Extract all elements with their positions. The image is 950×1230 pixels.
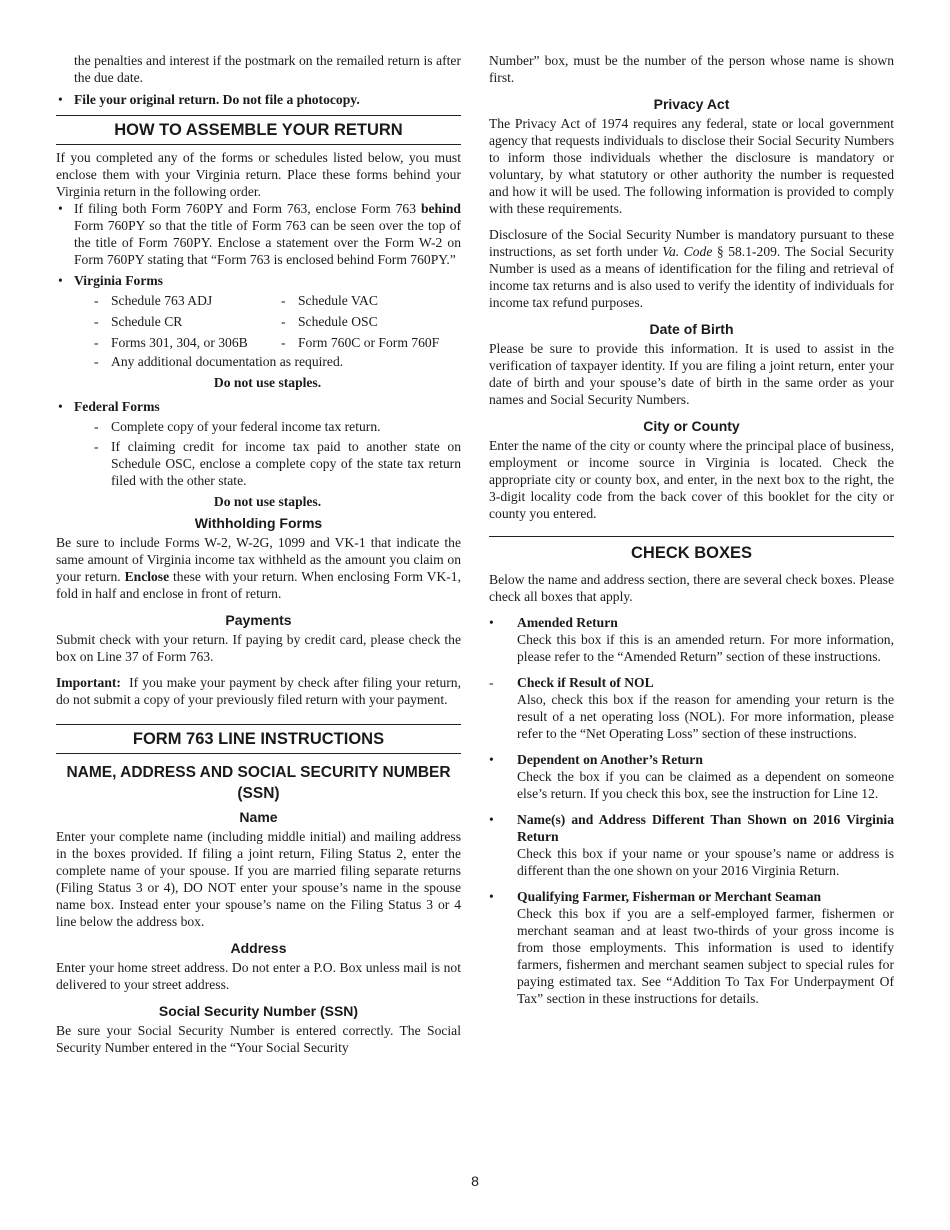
intro-bullet-text: File your original return. Do not file a photocopy. xyxy=(74,92,360,107)
page-number: 8 xyxy=(471,1173,479,1189)
privacy-text-2a: Disclosure of the Social Security Number is mandatory pursuant to these instructions, as set forth under xyxy=(489,227,894,259)
bullet-marker: • xyxy=(489,812,494,827)
virginia-form-item: - Forms 301, 304, or 306B xyxy=(92,334,279,351)
assemble-paragraph: If you completed any of the forms or schedules listed below, you must enclose them with your Virginia return. Place these forms behind your Virginia return in the following order. xyxy=(56,150,461,199)
check-box-item-nol xyxy=(489,674,894,742)
check-boxes-intro: Below the name and address section, there are several check boxes. Please check all boxes that apply. xyxy=(489,572,895,604)
list-item: - Any additional documentation as required. xyxy=(92,353,461,370)
check-box-item-dependent xyxy=(489,751,894,802)
withholding-text-b: these with your return. When enclosing Form VK-1, fold in half and enclose in front of return. xyxy=(56,569,461,601)
item-body: Check this box if your name or your spouse’s name or address is different than the one shown on your 2016 Virginia Return. xyxy=(517,846,894,878)
ssn-heading: Social Security Number (SSN) xyxy=(158,1003,359,1019)
dash-marker: - xyxy=(489,675,494,690)
withholding-heading: Withholding Forms xyxy=(194,515,323,531)
privacy-text-2 xyxy=(489,226,894,311)
left-column xyxy=(56,52,461,1056)
virginia-form-item: - Schedule OSC xyxy=(279,313,479,330)
dob-heading: Date of Birth xyxy=(649,321,734,337)
item-body: Check the box if you can be claimed as a dependent on someone else’s return. If you check this box, see the instruction for Line 12. xyxy=(517,769,894,801)
privacy-text-2b: § 58.1-209. The Social Security Number is used as a means of identification for the filing and retrieval of income tax returns and is also used to verify the identity of individuals for income tax refund purposes. xyxy=(489,244,895,310)
privacy-text-1: The Privacy Act of 1974 requires any federal, state or local government agency that requests individuals to disclose their Social Security Numbers to inform those individuals whether the disclosure is mandatory or voluntary, by what statutory or other authority the number is requested and how it will be used. The following information is provided to comply with these requirements. xyxy=(489,116,894,216)
intro-text: the penalties and interest if the postmark on the remailed return is after the due date. xyxy=(74,53,461,85)
federal-forms-label: Federal Forms xyxy=(74,399,160,414)
list-item xyxy=(56,272,461,391)
payments-text: Submit check with your return. If paying by credit card, please check the box on Line 37 of Form 763. xyxy=(56,632,461,664)
ssn-continued-text: Number” box, must be the number of the person whose name is shown first. xyxy=(489,53,894,85)
bullet-marker: • xyxy=(489,752,494,767)
bullet1-bold: behind xyxy=(420,201,461,216)
virginia-forms-label: Virginia Forms xyxy=(74,273,163,288)
no-staples-note: Do not use staples. xyxy=(213,494,322,509)
city-text: Enter the name of the city or county where the principal place of business, employment or income source in Virginia is located. Check the appropriate city or county box, and enter, in the next box to the right, the 3-digit locality code from the back cover of this booklet for the city or county you entered. xyxy=(489,438,894,521)
name-heading: Name xyxy=(239,809,278,825)
item-title: Amended Return xyxy=(517,615,618,630)
line-instructions-heading: FORM 763 LINE INSTRUCTIONS xyxy=(56,724,461,754)
va-code-citation: Va. Code xyxy=(662,244,713,259)
section-divider xyxy=(489,536,894,537)
important-text xyxy=(56,674,461,708)
bullet-marker: • xyxy=(489,615,494,630)
list-item xyxy=(56,91,461,108)
right-column xyxy=(489,52,894,1016)
privacy-heading: Privacy Act xyxy=(653,96,730,112)
virginia-form-item: - Form 760C or Form 760F xyxy=(279,334,479,351)
intro-bullet-list xyxy=(56,91,461,108)
ssn-text: Be sure your Social Security Number is entered correctly. The Social Security Number entered in the “Your Social Security xyxy=(56,1023,461,1055)
bullet-marker: • xyxy=(489,889,494,904)
assemble-bullets xyxy=(56,200,461,510)
virginia-form-item: - Schedule 763 ADJ xyxy=(92,292,279,309)
check-box-item-farmer xyxy=(489,888,894,1007)
name-section-heading: NAME, ADDRESS AND SOCIAL SECURITY NUMBER (SSN) xyxy=(66,764,451,802)
list-item: - Complete copy of your federal income tax return. xyxy=(92,418,461,435)
withholding-text-a: Be sure to include Forms W-2, W-2G, 1099 and VK-1 that indicate the same amount of Virginia income tax withheld as the amount you claim on your return. xyxy=(56,535,461,584)
list-item xyxy=(56,398,461,510)
item-body: Check this box if you are a self-employed farmer, fishermen or merchant seaman and at least two-thirds of your gross income is from those employments. This information is used to identify farmers, fishermen and merchant seamen subject to special rules for paying estimated tax. See “Addition To Tax For Underpayment Of Tax” section in these instructions for details. xyxy=(517,906,894,1006)
federal-forms-list xyxy=(92,418,461,489)
check-box-item-name-address xyxy=(489,811,894,879)
check-boxes-heading: CHECK BOXES xyxy=(630,544,753,562)
no-staples-note: Do not use staples. xyxy=(213,375,322,390)
item-body: Check this box if this is an amended return. For more information, please refer to the “Amended Return” section of these instructions. xyxy=(517,632,894,664)
list-item: - If claiming credit for income tax paid to another state on Schedule OSC, enclose a complete copy of the state tax return filed with the other state. xyxy=(92,438,461,489)
bullet1-text-a: If filing both Form 760PY and Form 763, enclose Form 763 xyxy=(74,201,417,216)
check-box-item-amended xyxy=(489,614,894,665)
name-text: Enter your complete name (including middle initial) and mailing address in the boxes provided. If filing a joint return, Filing Status 2, enter the complete name of your spouse. If you are married filing separate returns (Filing Status 3 or 4), DO NOT enter your spouse’s name in the spouse name box. Instead enter your spouse’s name on the Filing Status 3 or 4 line below the address box. xyxy=(56,829,461,929)
address-text: Enter your home street address. Do not enter a P.O. Box unless mail is not delivered to your street address. xyxy=(56,960,461,992)
item-title: Dependent on Another’s Return xyxy=(517,752,703,767)
assemble-heading: HOW TO ASSEMBLE YOUR RETURN xyxy=(56,115,461,145)
virginia-additional-list xyxy=(92,353,461,370)
item-body: Also, check this box if the reason for amending your return is the result of a net operating loss (NOL). For more information, please refer to the “Net Operating Loss” section of these instructions. xyxy=(517,692,894,741)
important-body: If you make your payment by check after filing your return, do not submit a copy of your previously filed return with your payment. xyxy=(56,675,461,707)
city-heading: City or County xyxy=(643,418,740,434)
list-item xyxy=(56,200,461,268)
payments-heading: Payments xyxy=(225,612,292,628)
virginia-form-item: - Schedule VAC xyxy=(279,292,479,309)
important-label: Important: xyxy=(56,675,121,690)
virginia-form-item: - Schedule CR xyxy=(92,313,279,330)
item-title: Name(s) and Address Different Than Shown on 2016 Virginia Return xyxy=(517,812,894,844)
address-heading: Address xyxy=(230,940,287,956)
dob-text: Please be sure to provide this information. It is used to assist in the verification of taxpayer identity. If you are filing a joint return, enter your date of birth and your spouse’s date of birth in the same order as your names and Social Security Numbers. xyxy=(489,341,894,407)
bullet1-text-b: Form 760PY so that the title of Form 763 can be seen over the top of the title of Form 760PY. Enclose a statement over the Form W-2 on Form 760PY stating that “Form 763 is enclosed behind Form 760PY.” xyxy=(74,218,461,267)
withholding-text-bold: Enclose xyxy=(124,569,170,584)
item-title: Check if Result of NOL xyxy=(517,675,654,690)
withholding-text xyxy=(56,534,461,602)
item-title: Qualifying Farmer, Fisherman or Merchant Seaman xyxy=(517,889,822,904)
virginia-forms-grid xyxy=(92,292,461,351)
check-box-items xyxy=(489,614,894,1007)
